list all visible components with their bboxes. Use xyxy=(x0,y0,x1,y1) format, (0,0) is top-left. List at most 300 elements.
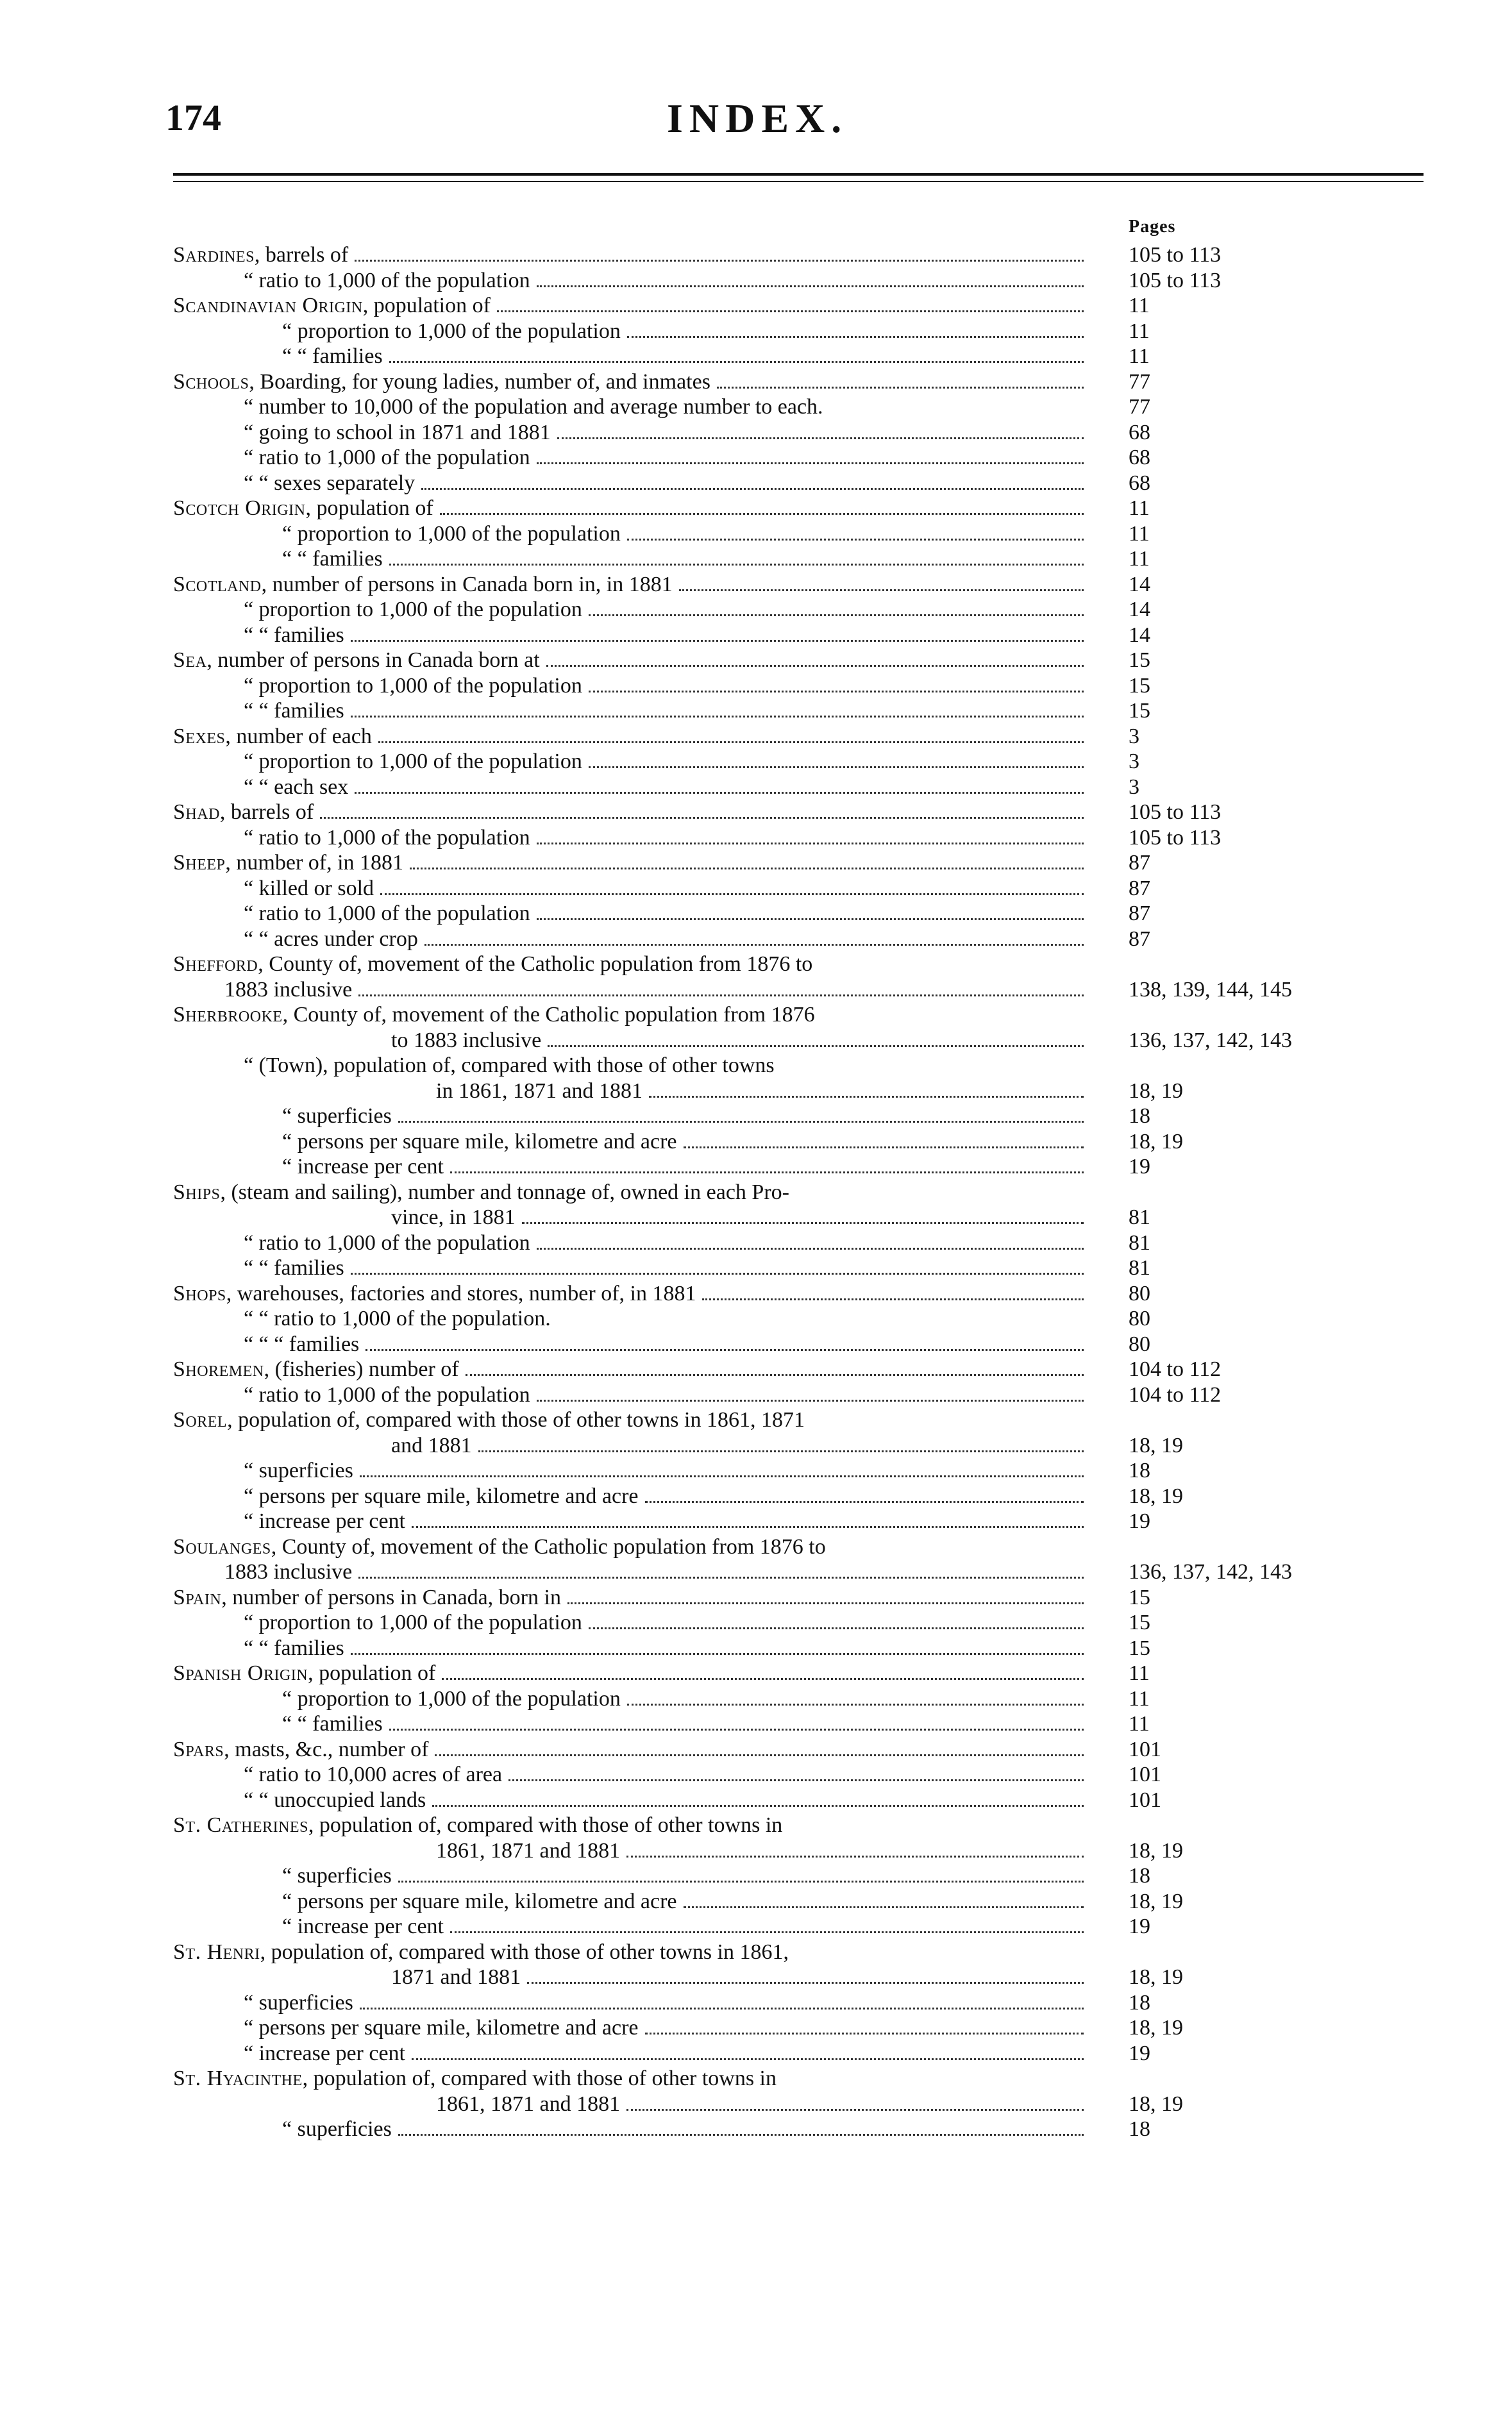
entry-text: “ ratio to 10,000 acres of area xyxy=(244,1763,503,1786)
index-entry xyxy=(0,1002,1512,1028)
entry-text: “ “ sexes separately xyxy=(244,471,416,495)
entry-text: , population of, compared with those of other towns in 1861, xyxy=(260,1940,789,1964)
index-entry xyxy=(0,2015,1512,2041)
index-entry xyxy=(0,927,1512,952)
entry-pages: 18 xyxy=(1129,1990,1150,2015)
entry-pages: 19 xyxy=(1129,1155,1150,1179)
index-entry xyxy=(0,1484,1512,1509)
index-entry xyxy=(0,2117,1512,2142)
entry-text: , (steam and sailing), number and tonnage of, owned in each Pro- xyxy=(220,1180,789,1204)
entry-text: , barrels of xyxy=(254,243,349,267)
entry-pages: 18, 19 xyxy=(1129,1965,1183,1989)
entry-label xyxy=(224,1559,356,1585)
entry-text: “ “ families xyxy=(282,1712,383,1736)
index-entry xyxy=(0,1078,1512,1104)
entry-pages: 81 xyxy=(1129,1256,1150,1280)
dot-leader xyxy=(626,2109,1084,2111)
entry-pages: 104 to 112 xyxy=(1129,1382,1222,1407)
index-entry xyxy=(0,572,1512,598)
entry-pages: 136, 137, 142, 143 xyxy=(1129,1560,1292,1584)
dot-leader xyxy=(684,1146,1084,1148)
index-entry xyxy=(0,521,1512,547)
entry-text: “ ratio to 1,000 of the population xyxy=(244,268,530,292)
entry-heading: Shops xyxy=(173,1281,226,1305)
entry-pages: 11 xyxy=(1129,521,1150,546)
entry-pages: 87 xyxy=(1129,902,1150,925)
dot-leader xyxy=(412,1526,1084,1528)
index-entry xyxy=(0,1180,1512,1205)
entry-pages: 15 xyxy=(1129,1611,1150,1634)
dot-leader xyxy=(320,817,1084,819)
index-entry xyxy=(0,749,1512,775)
entry-text: “ increase per cent xyxy=(244,1509,405,1533)
entry-pages: 3 xyxy=(1129,775,1139,799)
dot-leader xyxy=(627,539,1084,541)
entry-label xyxy=(244,2041,409,2067)
entry-text: “ “ families xyxy=(244,699,344,723)
dot-leader xyxy=(424,944,1084,946)
entry-label xyxy=(173,1281,700,1307)
entry-pages: 18 xyxy=(1129,1459,1150,1482)
entry-text: , number of each xyxy=(225,724,372,748)
entry-label xyxy=(244,1990,357,2016)
index-entry xyxy=(0,1281,1512,1307)
entry-pages: 104 to 112 xyxy=(1129,1357,1222,1381)
index-entry xyxy=(0,1636,1512,1661)
entry-text: , population of, compared with those of other towns in xyxy=(302,2067,777,2090)
entry-text: “ ratio to 1,000 of the population xyxy=(244,1382,530,1407)
index-entry xyxy=(0,1103,1512,1129)
dot-leader xyxy=(537,285,1084,287)
index-entry xyxy=(0,1129,1512,1155)
entry-heading: St. Catherines xyxy=(173,1813,308,1837)
index-entry xyxy=(0,1863,1512,1889)
index-entry xyxy=(0,1686,1512,1712)
dot-leader xyxy=(450,1171,1084,1173)
dot-leader xyxy=(557,437,1084,439)
entry-text: “ proportion to 1,000 of the population xyxy=(282,319,621,343)
entry-label xyxy=(391,1205,519,1230)
entry-heading: Shefford xyxy=(173,952,258,976)
entry-heading: Sardines xyxy=(173,243,255,267)
entry-label xyxy=(244,901,534,927)
pages-column-heading: Pages xyxy=(1129,217,1176,237)
dot-leader xyxy=(389,361,1084,363)
entry-text: “ increase per cent xyxy=(244,2041,405,2065)
entry-pages: 105 to 113 xyxy=(1129,243,1222,267)
dot-leader xyxy=(389,564,1084,566)
entry-pages: 18, 19 xyxy=(1129,1838,1183,1863)
dot-leader xyxy=(351,1653,1084,1655)
entry-text: , population of xyxy=(305,496,433,520)
entry-text: , County of, movement of the Catholic population from 1876 xyxy=(282,1003,815,1027)
entry-label xyxy=(282,319,625,344)
entry-text: , population of xyxy=(308,1661,436,1685)
entry-label xyxy=(244,1382,534,1408)
entry-text: “ killed or sold xyxy=(244,876,374,900)
index-entry xyxy=(0,293,1512,319)
entry-label xyxy=(244,1230,534,1256)
entry-pages: 81 xyxy=(1129,1230,1150,1255)
entry-pages: 19 xyxy=(1129,1509,1150,1533)
entry-label xyxy=(173,1737,432,1763)
dot-leader xyxy=(412,2058,1084,2060)
entry-label xyxy=(244,1053,778,1078)
entry-pages: 14 xyxy=(1129,572,1150,596)
entry-text: , population of, compared with those of other towns in xyxy=(308,1813,783,1837)
dot-leader xyxy=(351,716,1084,717)
entry-pages: 77 xyxy=(1129,395,1150,419)
entry-heading: St. Henri xyxy=(173,1940,260,1964)
index-entry xyxy=(0,1255,1512,1281)
entry-label xyxy=(173,1940,793,1965)
entry-label xyxy=(173,1585,565,1611)
entry-pages: 101 xyxy=(1129,1763,1161,1786)
entry-text: “ proportion to 1,000 of the population xyxy=(244,598,582,621)
page-title: INDEX. xyxy=(667,96,848,141)
entry-heading: Scandinavian Origin xyxy=(173,294,363,317)
entry-label xyxy=(173,369,714,395)
index-entry xyxy=(0,698,1512,724)
entry-text: , warehouses, factories and stores, number of, in 1881 xyxy=(226,1281,696,1305)
entry-label xyxy=(173,1002,819,1028)
index-entry xyxy=(0,1661,1512,1686)
entry-text: “ going to school in 1871 and 1881 xyxy=(244,420,551,444)
entry-text: “ proportion to 1,000 of the population xyxy=(244,673,582,698)
entry-text: , County of, movement of the Catholic population from 1876 to xyxy=(271,1534,826,1559)
entry-pages: 77 xyxy=(1129,369,1150,394)
entry-label xyxy=(173,648,544,673)
entry-label xyxy=(173,1813,786,1838)
dot-leader xyxy=(537,843,1084,844)
index-entry xyxy=(0,1585,1512,1611)
entry-pages: 18, 19 xyxy=(1129,2092,1183,2116)
entry-text: , barrels of xyxy=(219,800,314,824)
index-entry xyxy=(0,2066,1512,2092)
entry-label xyxy=(282,1914,448,1940)
entry-text: and 1881 xyxy=(391,1433,472,1457)
entry-heading: Sea xyxy=(173,648,207,672)
entry-pages: 18 xyxy=(1129,2117,1150,2141)
entry-pages: 3 xyxy=(1129,750,1139,773)
dot-leader xyxy=(355,260,1084,262)
index-entry xyxy=(0,369,1512,395)
index-entry xyxy=(0,1382,1512,1408)
dot-leader xyxy=(627,336,1084,338)
entry-label xyxy=(244,471,419,496)
entry-heading: Sheep xyxy=(173,851,226,875)
dot-leader xyxy=(351,1273,1084,1275)
entry-label xyxy=(244,927,422,952)
entry-label xyxy=(244,749,586,775)
dot-leader xyxy=(589,766,1084,768)
dot-leader xyxy=(679,589,1084,591)
index-entry xyxy=(0,546,1512,572)
dot-leader xyxy=(466,1374,1084,1376)
entry-label xyxy=(173,850,407,876)
dot-leader xyxy=(589,614,1084,616)
dot-leader xyxy=(360,1475,1084,1477)
dot-leader xyxy=(450,1931,1084,1933)
entry-pages: 11 xyxy=(1129,547,1150,571)
header-rule xyxy=(173,173,1424,176)
entry-text: “ increase per cent xyxy=(282,1155,444,1179)
index-entry xyxy=(0,1559,1512,1585)
entry-heading: Sorel xyxy=(173,1408,228,1432)
entry-text: “ superficies xyxy=(282,2117,392,2141)
page-number: 174 xyxy=(165,97,221,138)
entry-label xyxy=(244,597,586,623)
dot-leader xyxy=(442,1678,1084,1680)
index-entry xyxy=(0,496,1512,521)
dot-leader xyxy=(522,1222,1084,1224)
entry-text: “ superficies xyxy=(244,1990,353,2015)
dot-leader xyxy=(389,1729,1084,1731)
entry-text: “ ratio to 1,000 of the population xyxy=(244,1230,530,1255)
entry-label xyxy=(244,1788,430,1813)
index-entry xyxy=(0,1711,1512,1737)
entry-pages: 11 xyxy=(1129,1712,1150,1736)
entry-text: “ “ ratio to 1,000 of the population. xyxy=(244,1307,551,1330)
entry-text: “ proportion to 1,000 of the population xyxy=(282,521,621,546)
entry-text: “ ratio to 1,000 of the population xyxy=(244,446,530,469)
dot-leader xyxy=(548,1045,1084,1047)
index-entry xyxy=(0,1813,1512,1838)
index-entries xyxy=(0,242,1512,2142)
index-entry xyxy=(0,1914,1512,1940)
entry-label xyxy=(436,1838,624,1864)
index-entry xyxy=(0,825,1512,851)
index-entry xyxy=(0,1433,1512,1459)
dot-leader xyxy=(398,1881,1084,1883)
entry-pages: 105 to 113 xyxy=(1129,825,1222,850)
entry-text: “ “ unoccupied lands xyxy=(244,1788,426,1812)
dot-leader xyxy=(360,2008,1084,2009)
entry-pages: 14 xyxy=(1129,623,1150,647)
entry-label xyxy=(244,445,534,471)
index-entry xyxy=(0,673,1512,699)
dot-leader xyxy=(537,1400,1084,1402)
index-entry xyxy=(0,1788,1512,1813)
entry-text: “ increase per cent xyxy=(282,1915,444,1938)
entry-text: “ proportion to 1,000 of the population xyxy=(244,1611,582,1634)
entry-pages: 11 xyxy=(1129,1686,1150,1711)
entry-pages: 105 to 113 xyxy=(1129,800,1222,824)
entry-heading: Shoremen xyxy=(173,1357,264,1381)
entry-pages: 68 xyxy=(1129,471,1150,495)
dot-leader xyxy=(410,868,1084,869)
entry-pages: 87 xyxy=(1129,876,1150,900)
entry-text: “ persons per square mile, kilometre and acre xyxy=(244,2016,639,2040)
entry-pages: 68 xyxy=(1129,420,1150,444)
entry-text: “ persons per square mile, kilometre and acre xyxy=(282,1129,677,1153)
entry-label xyxy=(282,1129,681,1155)
index-entry xyxy=(0,1610,1512,1636)
index-entry xyxy=(0,901,1512,927)
entry-label xyxy=(173,1407,809,1433)
dot-leader xyxy=(432,1805,1084,1807)
entry-pages: 15 xyxy=(1129,1636,1150,1660)
header-rule-secondary xyxy=(173,181,1424,182)
entry-text: , Boarding, for young ladies, number of, and inmates xyxy=(249,369,710,394)
entry-pages: 80 xyxy=(1129,1281,1150,1305)
dot-leader xyxy=(567,1602,1084,1604)
entry-heading: Soulanges xyxy=(173,1534,271,1559)
entry-label xyxy=(244,1332,363,1357)
index-entry xyxy=(0,1357,1512,1382)
entry-pages: 11 xyxy=(1129,294,1150,317)
entry-pages: 11 xyxy=(1129,496,1150,520)
entry-text: “ “ acres under crop xyxy=(244,927,418,951)
dot-leader xyxy=(684,1906,1084,1908)
entry-label xyxy=(244,394,827,420)
index-entry xyxy=(0,597,1512,623)
entry-text: vince, in 1881 xyxy=(391,1205,516,1229)
entry-text: “ ratio to 1,000 of the population xyxy=(244,902,530,925)
index-entry xyxy=(0,977,1512,1003)
entry-pages: 15 xyxy=(1129,673,1150,698)
index-entry xyxy=(0,445,1512,471)
entry-heading: Scotch Origin xyxy=(173,496,306,520)
entry-label xyxy=(282,1154,448,1180)
entry-text: 1871 and 1881 xyxy=(391,1965,521,1989)
dot-leader xyxy=(546,665,1084,667)
index-entry xyxy=(0,268,1512,294)
entry-label xyxy=(173,242,352,268)
dot-leader xyxy=(589,1627,1084,1629)
index-entry xyxy=(0,1940,1512,1965)
entry-text: “ ratio to 1,000 of the population xyxy=(244,825,530,850)
entry-label xyxy=(244,420,555,446)
entry-text: , County of, movement of the Catholic population from 1876 to xyxy=(258,952,813,976)
dot-leader xyxy=(398,2134,1084,2136)
entry-heading: Spanish Origin xyxy=(173,1661,308,1685)
dot-leader xyxy=(380,893,1084,895)
entry-pages: 80 xyxy=(1129,1307,1150,1330)
entry-text: , population of, compared with those of other towns in 1861, 1871 xyxy=(227,1408,805,1432)
entry-label xyxy=(244,825,534,851)
entry-text: “ proportion to 1,000 of the population xyxy=(282,1686,621,1711)
dot-leader xyxy=(398,1121,1084,1123)
dot-leader xyxy=(478,1450,1084,1452)
entry-text: “ “ “ families xyxy=(244,1332,360,1356)
entry-pages: 11 xyxy=(1129,319,1150,343)
entry-pages: 18, 19 xyxy=(1129,1889,1183,1913)
entry-label xyxy=(244,1610,586,1636)
entry-heading: Sherbrooke xyxy=(173,1003,283,1027)
entry-label xyxy=(173,1534,830,1560)
entry-label xyxy=(244,1509,409,1534)
entry-pages: 19 xyxy=(1129,2041,1150,2065)
entry-pages: 15 xyxy=(1129,648,1150,672)
index-entry xyxy=(0,648,1512,673)
entry-label xyxy=(436,1078,646,1104)
dot-leader xyxy=(537,1248,1084,1250)
dot-leader xyxy=(355,792,1084,794)
entry-label xyxy=(224,977,356,1003)
entry-text: “ superficies xyxy=(244,1459,353,1482)
entry-label xyxy=(282,1863,396,1889)
entry-text: “ persons per square mile, kilometre and acre xyxy=(282,1889,677,1913)
entry-text: “ superficies xyxy=(282,1864,392,1888)
index-entry xyxy=(0,1762,1512,1788)
index-entry xyxy=(0,420,1512,446)
index-entry xyxy=(0,1154,1512,1180)
entry-label xyxy=(244,268,534,294)
entry-pages: 136, 137, 142, 143 xyxy=(1129,1028,1292,1052)
index-entry xyxy=(0,1737,1512,1763)
entry-label xyxy=(244,1255,348,1281)
entry-label xyxy=(282,344,387,369)
entry-label xyxy=(282,546,387,572)
entry-label xyxy=(244,1484,643,1509)
entry-text: , number of persons in Canada, born in xyxy=(221,1585,561,1609)
index-entry xyxy=(0,319,1512,344)
dot-leader xyxy=(537,918,1084,920)
entry-pages: 11 xyxy=(1129,344,1150,368)
entry-text: , masts, &c., number of xyxy=(224,1737,429,1761)
entry-text: 1861, 1871 and 1881 xyxy=(436,1838,621,1863)
entry-text: , (fisheries) number of xyxy=(264,1357,459,1381)
dot-leader xyxy=(626,1856,1084,1858)
entry-label xyxy=(244,623,348,648)
entry-label xyxy=(173,496,437,521)
index-entry xyxy=(0,1990,1512,2016)
dot-leader xyxy=(435,1754,1084,1756)
entry-label xyxy=(391,1965,525,1990)
entry-label xyxy=(282,1103,396,1129)
entry-label xyxy=(282,1711,387,1737)
entry-text: 1861, 1871 and 1881 xyxy=(436,2092,621,2116)
index-entry xyxy=(0,1889,1512,1915)
entry-pages: 19 xyxy=(1129,1915,1150,1938)
dot-leader xyxy=(645,2033,1084,2034)
index-entry xyxy=(0,2092,1512,2117)
index-entry xyxy=(0,1306,1512,1332)
entry-text: , number of, in 1881 xyxy=(225,851,404,875)
entry-label xyxy=(173,1661,439,1686)
entry-text: “ “ families xyxy=(244,623,344,647)
index-entry xyxy=(0,850,1512,876)
dot-leader xyxy=(627,1704,1084,1706)
dot-leader xyxy=(421,488,1084,490)
entry-label xyxy=(282,1686,625,1712)
index-entry xyxy=(0,775,1512,800)
entry-pages: 15 xyxy=(1129,699,1150,723)
entry-label xyxy=(244,1458,357,1484)
entry-label xyxy=(173,724,376,750)
entry-pages: 18, 19 xyxy=(1129,1433,1183,1457)
dot-leader xyxy=(589,691,1084,692)
entry-heading: Ships xyxy=(173,1180,221,1204)
index-entry xyxy=(0,800,1512,825)
index-entry xyxy=(0,1965,1512,1990)
entry-text: “ proportion to 1,000 of the population xyxy=(244,750,582,773)
entry-text: “ (Town), population of, compared with those of other towns xyxy=(244,1053,775,1077)
entry-pages: 101 xyxy=(1129,1788,1161,1812)
entry-text: “ superficies xyxy=(282,1104,392,1128)
entry-label xyxy=(244,2015,643,2041)
index-entry xyxy=(0,242,1512,268)
entry-heading: Spain xyxy=(173,1585,222,1609)
entry-text: in 1861, 1871 and 1881 xyxy=(436,1078,643,1103)
entry-label xyxy=(244,1636,348,1661)
dot-leader xyxy=(351,640,1084,642)
entry-pages: 18, 19 xyxy=(1129,1078,1183,1103)
entry-label xyxy=(173,1357,463,1382)
dot-leader xyxy=(717,387,1084,389)
entry-text: “ “ families xyxy=(282,344,383,368)
